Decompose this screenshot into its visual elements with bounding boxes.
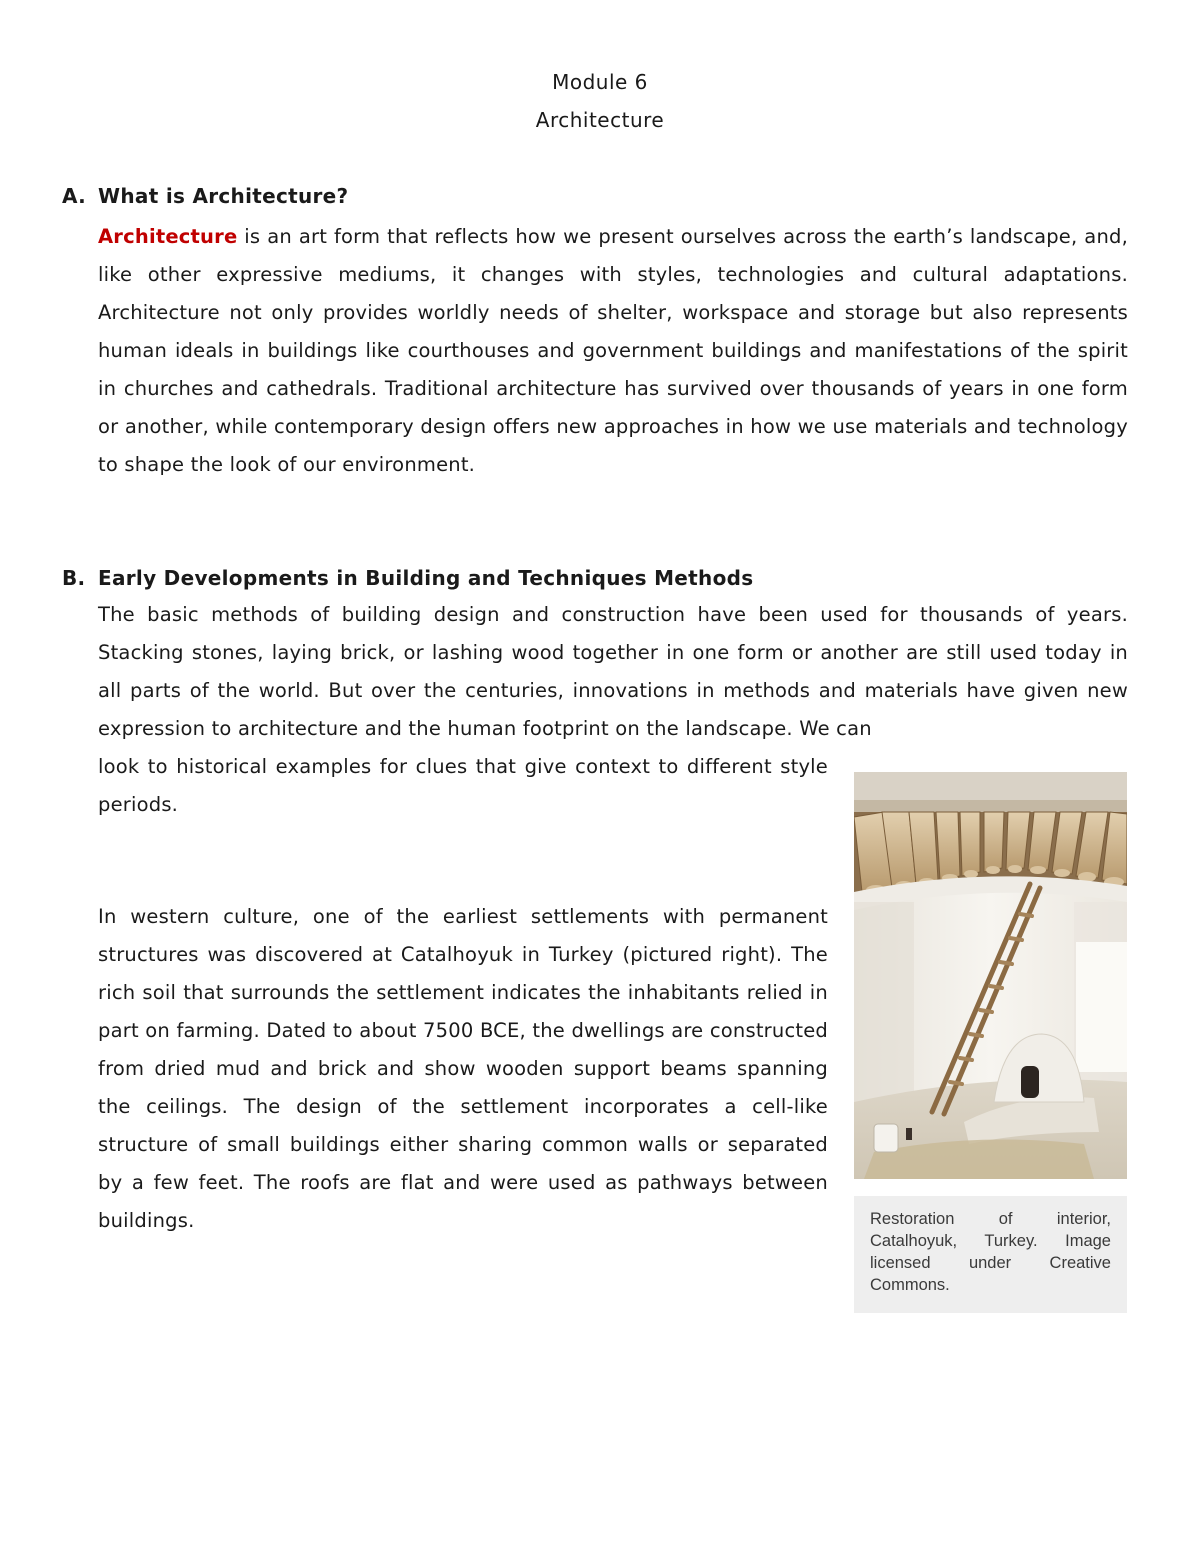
section-b-letter: B. <box>62 566 86 590</box>
section-a-heading <box>62 184 348 208</box>
section-a-letter: A. <box>62 184 87 208</box>
architecture-keyword: Architecture <box>98 225 238 248</box>
section-b-title: Early Developments in Building and Techniques Methods <box>98 566 754 590</box>
catalhoyuk-interior-image <box>854 772 1127 1179</box>
figure-caption: Restoration of interior, Catalhoyuk, Turkey. Image licensed under Creative Commons. <box>870 1210 1111 1294</box>
section-b-paragraph-1-continued: look to historical examples for clues that give context to different style periods. <box>98 755 828 816</box>
subject-title: Architecture <box>535 108 665 132</box>
section-a-body: is an art form that reflects how we present ourselves across the earth’s landscape, and, like other expressive mediums, it changes with styles, technologies and cultural adaptations. Architecture not only provides worldly needs of shelter, workspace and storage but also represents human ideals in buildings like courthouses and government buildings and manifestations of the spirit in churches and cathedrals. Traditional architecture has survived over thousands of years in one form or another, while contemporary design offers new approaches in how we use materials and technology to shape the look of our environment. <box>98 225 1128 476</box>
figure-caption-box <box>854 1196 1127 1313</box>
section-b-paragraph-2: In western culture, one of the earliest settlements with permanent structures was discovered at Catalhoyuk in Turkey (pictured right). The rich soil that surrounds the settlement indicates the inhabitants relied in part on farming. Dated to about 7500 BCE, the dwellings are constructed from dried mud and brick and show wooden support beams spanning the ceilings. The design of the settlement incorporates a cell-like structure of small buildings either sharing common walls or separated by a few feet. The roofs are flat and were used as pathways between buildings. <box>98 905 828 1232</box>
section-b-heading <box>62 566 753 590</box>
module-title: Module 6 <box>552 70 648 94</box>
section-b-paragraph-1: The basic methods of building design and construction have been used for thousands of years. Stacking stones, laying brick, or lashing wood together in one form or another are still used today in all parts of the world. But over the centuries, innovations in methods and materials have given new expression to architecture and the human footprint on the landscape. We can <box>98 603 1128 740</box>
section-a-title: What is Architecture? <box>98 184 349 208</box>
section-a-paragraph <box>98 218 1128 484</box>
catalhoyuk-illustration <box>854 772 1127 1179</box>
